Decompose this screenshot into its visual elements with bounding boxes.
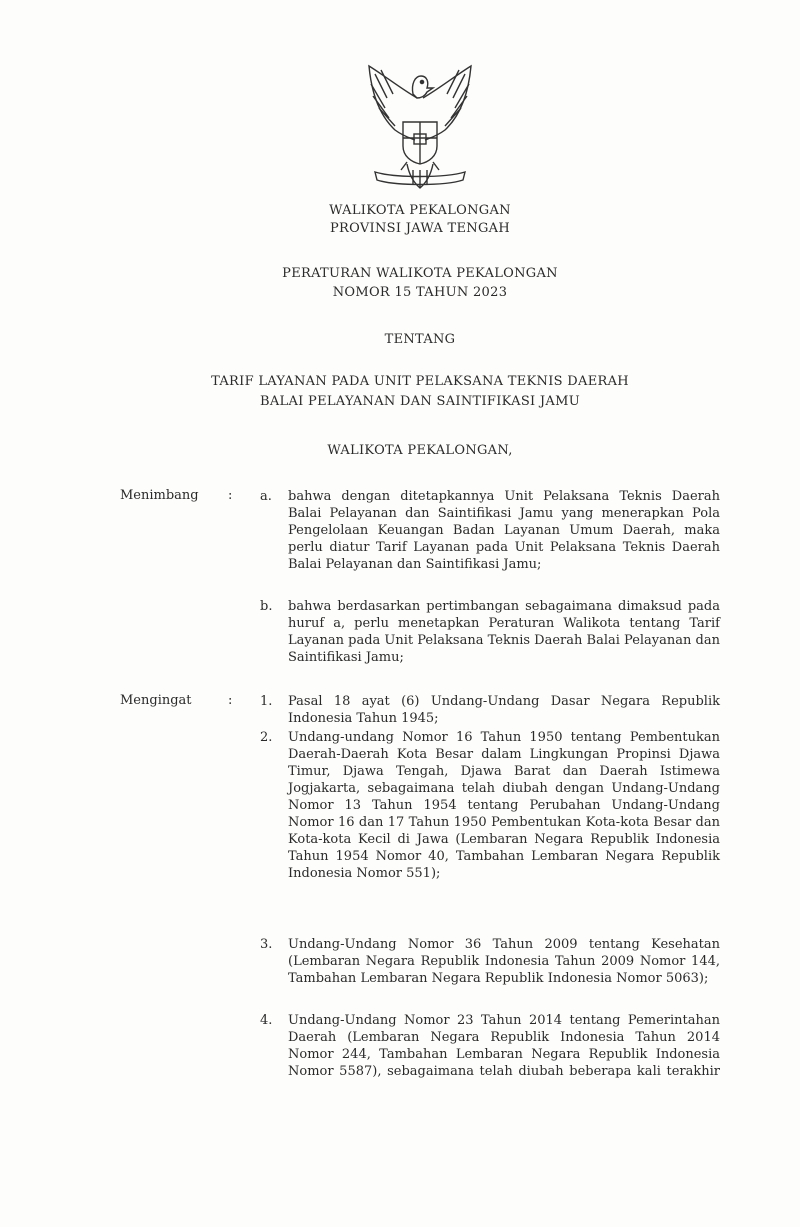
- tentang-heading: TENTANG: [384, 332, 456, 347]
- issuer-name: WALIKOTA PEKALONGAN: [329, 203, 511, 218]
- regulation-number: NOMOR 15 TAHUN 2023: [332, 285, 508, 300]
- item-marker: b.: [260, 599, 273, 614]
- item-marker: 4.: [260, 1013, 273, 1028]
- item-text: Undang-Undang Nomor 36 Tahun 2009 tentang Kesehatan (Lembaran Negara Republik Indonesia Tahun 2009 Nomor 144, Tambahan Lembaran Negara Republik Indonesia Nomor 5063);: [288, 937, 720, 986]
- mengingat-item-1: [260, 693, 720, 727]
- item-marker: a.: [260, 489, 272, 504]
- item-text: bahwa dengan ditetapkannya Unit Pelaksana Teknis Daerah Balai Pelayanan dan Saintifikasi Jamu yang menerapkan Pola Pengelolaan Keuangan Badan Layanan Umum Daerah, maka perlu diatur Tarif Layanan pada Unit Pelaksana Teknis Daerah Balai Pelayanan dan Saintifikasi Jamu;: [288, 489, 720, 572]
- mengingat-item-2: [260, 729, 720, 882]
- mengingat-item-4: [260, 1012, 720, 1080]
- menimbang-item-a: [260, 488, 720, 573]
- mengingat-item-3: [260, 936, 720, 987]
- item-marker: 2.: [260, 730, 273, 745]
- menimbang-colon: :: [228, 488, 233, 503]
- subject-line-1: TARIF LAYANAN PADA UNIT PELAKSANA TEKNIS DAERAH: [211, 374, 629, 389]
- mengingat-label: Mengingat: [120, 693, 192, 708]
- menimbang-label: Menimbang: [120, 488, 199, 503]
- menimbang-item-b: [260, 598, 720, 666]
- subject-line-2: BALAI PELAYANAN DAN SAINTIFIKASI JAMU: [260, 394, 580, 409]
- item-text: Pasal 18 ayat (6) Undang-Undang Dasar Negara Republik Indonesia Tahun 1945;: [288, 694, 720, 726]
- item-marker: 1.: [260, 694, 273, 709]
- item-text: bahwa berdasarkan pertimbangan sebagaimana dimaksud pada huruf a, perlu menetapkan Peraturan Walikota tentang Tarif Layanan pada Unit Pelaksana Teknis Daerah Balai Pelayanan dan Saintifikasi Jamu;: [288, 599, 720, 665]
- regulation-title: PERATURAN WALIKOTA PEKALONGAN: [282, 266, 558, 281]
- issuer-province: PROVINSI JAWA TENGAH: [330, 221, 510, 236]
- item-text: Undang-Undang Nomor 23 Tahun 2014 tentang Pemerintahan Daerah (Lembaran Negara Republik Indonesia Tahun 2014 Nomor 244, Tambahan Lembaran Negara Republik Indonesia Nomor 5587), sebagaimana telah diubah beberapa kali terakhir: [288, 1013, 720, 1079]
- garuda-emblem-icon: [355, 58, 485, 193]
- item-text: Undang-undang Nomor 16 Tahun 1950 tentang Pembentukan Daerah-Daerah Kota Besar dalam Lingkungan Propinsi Djawa Timur, Djawa Tengah, Djawa Barat dan Daerah Istimewa Jogjakarta, sebagaimana telah diubah dengan Undang-Undang Nomor 13 Tahun 1954 tentang Perubahan Undang-Undang Nomor 16 dan 17 Tahun 1950 Pembentukan Kota-kota Besar dan Kota-kota Kecil di Jawa (Lembaran Negara Republik Indonesia Tahun 1954 Nomor 40, Tambahan Lembaran Negara Republik Indonesia Nomor 551);: [288, 730, 720, 881]
- mengingat-colon: :: [228, 693, 233, 708]
- preamble-heading: WALIKOTA PEKALONGAN,: [327, 443, 513, 458]
- item-marker: 3.: [260, 937, 273, 952]
